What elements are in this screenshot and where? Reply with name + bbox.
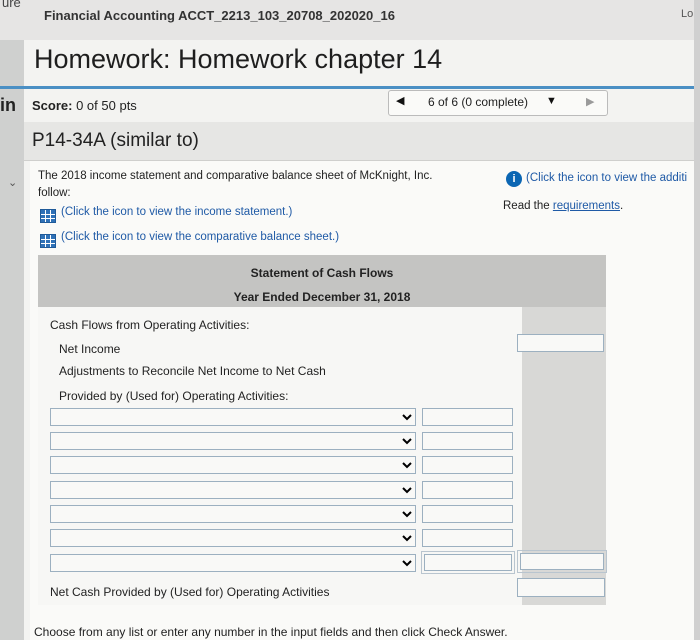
adjustment-select[interactable] <box>50 432 416 450</box>
adjustment-amount-input[interactable] <box>422 456 513 474</box>
left-sidebar-strip <box>0 40 24 640</box>
next-question-button[interactable]: ▶ <box>586 96 595 108</box>
net-income-input[interactable] <box>517 334 604 352</box>
question-selector[interactable]: 6 of 6 (0 complete) <box>428 95 529 109</box>
score-label: Score: <box>32 98 73 113</box>
page-title: Homework: Homework chapter 14 <box>34 44 443 74</box>
net-income-label: Net Income <box>59 342 121 356</box>
adjustment-select[interactable] <box>50 408 416 426</box>
chevron-down-icon[interactable]: ⌄ <box>8 177 18 189</box>
adjustment-amount-input[interactable] <box>422 481 513 499</box>
read-prefix: Read the <box>503 200 553 212</box>
right-edge <box>694 0 700 640</box>
adjustments-label-line-1: Adjustments to Reconcile Net Income to Net Cash <box>59 364 326 378</box>
read-suffix: . <box>620 200 624 212</box>
table-icon[interactable] <box>40 234 56 248</box>
header-divider <box>0 86 694 89</box>
adjustment-select[interactable] <box>50 456 416 474</box>
course-title: Financial Accounting ACCT_2213_103_20708_202020_16 <box>44 8 395 23</box>
additional-info-link[interactable]: (Click the icon to view the additi <box>526 172 688 184</box>
adjustments-label-line-2: Provided by (Used for) Operating Activities: <box>59 389 289 403</box>
income-statement-link[interactable]: (Click the icon to view the income statement.) <box>61 206 293 218</box>
previous-question-button[interactable]: ◀ <box>396 95 405 107</box>
intro-line-2: follow: <box>38 187 71 199</box>
logout-fragment[interactable]: Lo <box>681 8 694 20</box>
section-heading: Cash Flows from Operating Activities: <box>50 318 250 332</box>
adjustment-amount-input[interactable] <box>422 408 513 426</box>
problem-intro <box>38 168 468 202</box>
info-icon[interactable]: i <box>506 171 522 187</box>
left-cut-text: in <box>0 95 16 115</box>
adjustment-select[interactable] <box>50 481 416 499</box>
problem-id: P14-34A (similar to) <box>32 130 199 151</box>
intro-line-1: The 2018 income statement and comparative balance sheet of McKnight, Inc. <box>38 170 433 182</box>
read-requirements <box>503 200 623 212</box>
adjustment-select[interactable] <box>50 505 416 523</box>
adjustment-select[interactable] <box>50 529 416 547</box>
footer-instruction: Choose from any list or enter any number in the input fields and then click Check Answer. <box>34 625 508 639</box>
adjustment-amount-input[interactable] <box>422 529 513 547</box>
triangle-down-icon[interactable]: ▼ <box>546 95 557 107</box>
score-value: 0 of 50 pts <box>76 98 137 113</box>
adjustment-select[interactable] <box>50 554 416 572</box>
statement-period: Year Ended December 31, 2018 <box>233 290 411 304</box>
left-tab-fragment: ure <box>2 0 21 10</box>
statement-title: Statement of Cash Flows <box>250 266 394 280</box>
net-cash-input[interactable] <box>517 578 605 597</box>
total-adjustments-input[interactable] <box>520 553 604 570</box>
requirements-link[interactable]: requirements <box>552 200 620 212</box>
adjustment-amount-input[interactable] <box>422 432 513 450</box>
net-cash-label: Net Cash Provided by (Used for) Operating Activities <box>50 585 330 599</box>
balance-sheet-link[interactable]: (Click the icon to view the comparative balance sheet.) <box>61 231 340 243</box>
table-icon[interactable] <box>40 209 56 223</box>
score <box>32 98 137 113</box>
adjustment-amount-input[interactable] <box>424 554 512 571</box>
adjustment-amount-input[interactable] <box>422 505 513 523</box>
